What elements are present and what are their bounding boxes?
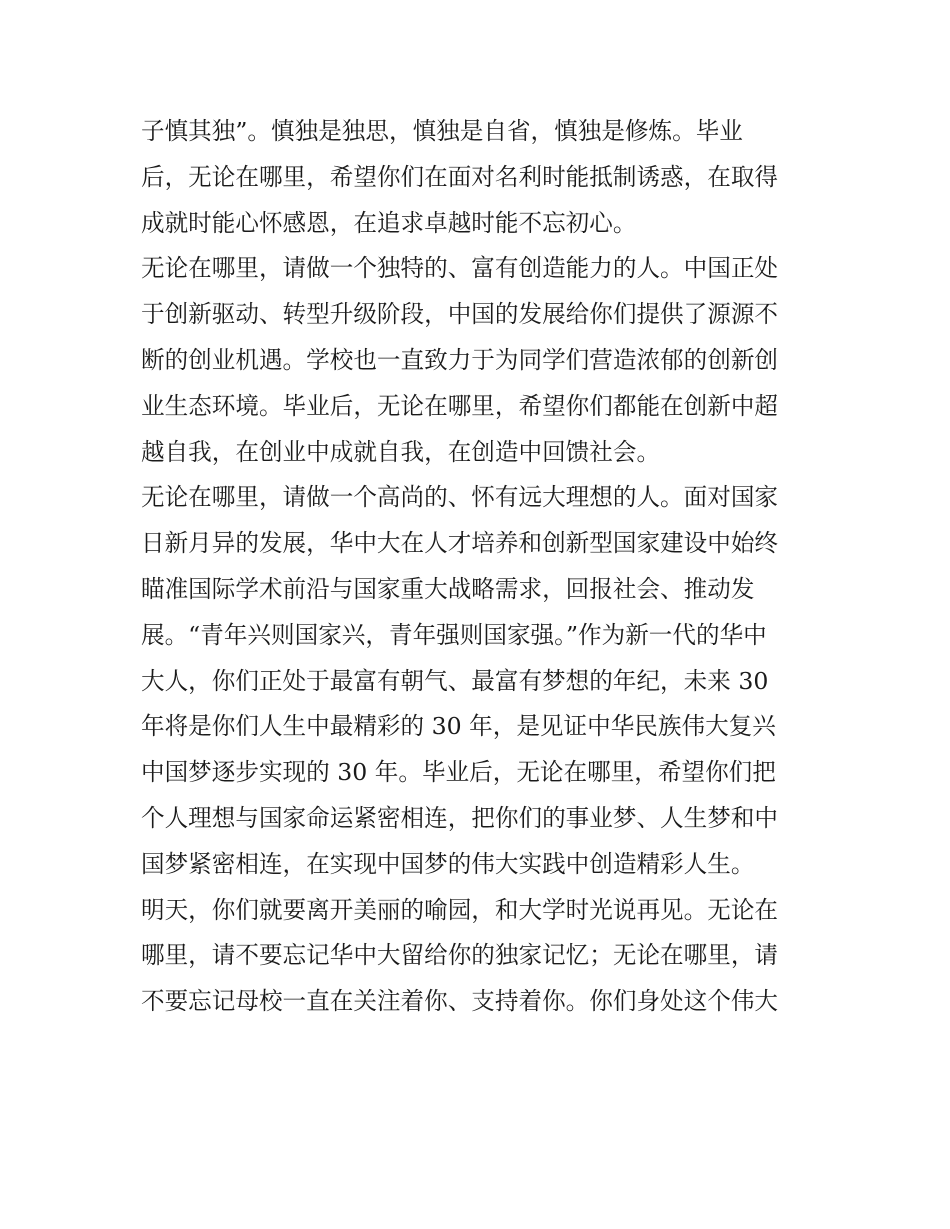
text-line: 中国梦逐步实现的 30 年。毕业后，无论在哪里，希望你们把 bbox=[141, 758, 776, 787]
text-line: 后，无论在哪里，希望你们在面对名利时能抵制诱惑，在取得 bbox=[141, 162, 779, 191]
text-line: 成就时能心怀感恩，在追求卓越时能不忘初心。 bbox=[141, 208, 637, 237]
text-line: 国梦紧密相连，在实现中国梦的伟大实践中创造精彩人生。 bbox=[141, 849, 755, 878]
text-line: 展。“青年兴则国家兴，青年强则国家强。”作为新一代的华中 bbox=[141, 620, 767, 649]
text-line: 不要忘记母校一直在关注着你、支持着你。你们身处这个伟大 bbox=[141, 987, 779, 1016]
text-line: 子慎其独”。慎独是独思，慎独是自省，慎独是修炼。毕业 bbox=[141, 117, 743, 145]
text-line: 日新月异的发展，华中大在人才培养和创新型国家建设中始终 bbox=[141, 529, 779, 558]
text-line: 瞄准国际学术前沿与国家重大战略需求，回报社会、推动发 bbox=[141, 574, 755, 603]
text-line: 业生态环境。毕业后，无论在哪里，希望你们都能在创新中超 bbox=[141, 391, 779, 420]
text-line: 大人，你们正处于最富有朝气、最富有梦想的年纪，未来 30 bbox=[141, 666, 769, 695]
text-line: 断的创业机遇。学校也一直致力于为同学们营造浓郁的创新创 bbox=[141, 345, 779, 374]
body-text bbox=[141, 109, 813, 1025]
text-line: 于创新驱动、转型升级阶段，中国的发展给你们提供了源源不 bbox=[141, 300, 779, 329]
text-line: 个人理想与国家命运紧密相连，把你们的事业梦、人生梦和中 bbox=[141, 803, 779, 832]
text-line: 无论在哪里，请做一个独特的、富有创造能力的人。中国正处 bbox=[141, 254, 779, 283]
text-line: 无论在哪里，请做一个高尚的、怀有远大理想的人。面对国家 bbox=[141, 483, 779, 512]
text-line: 年将是你们人生中最精彩的 30 年，是见证中华民族伟大复兴 bbox=[141, 712, 776, 741]
text-line: 哪里，请不要忘记华中大留给你的独家记忆；无论在哪里，请 bbox=[141, 941, 779, 970]
text-line: 越自我，在创业中成就自我，在创造中回馈社会。 bbox=[141, 437, 661, 466]
text-line: 明天，你们就要离开美丽的喻园，和大学时光说再见。无论在 bbox=[141, 895, 779, 924]
